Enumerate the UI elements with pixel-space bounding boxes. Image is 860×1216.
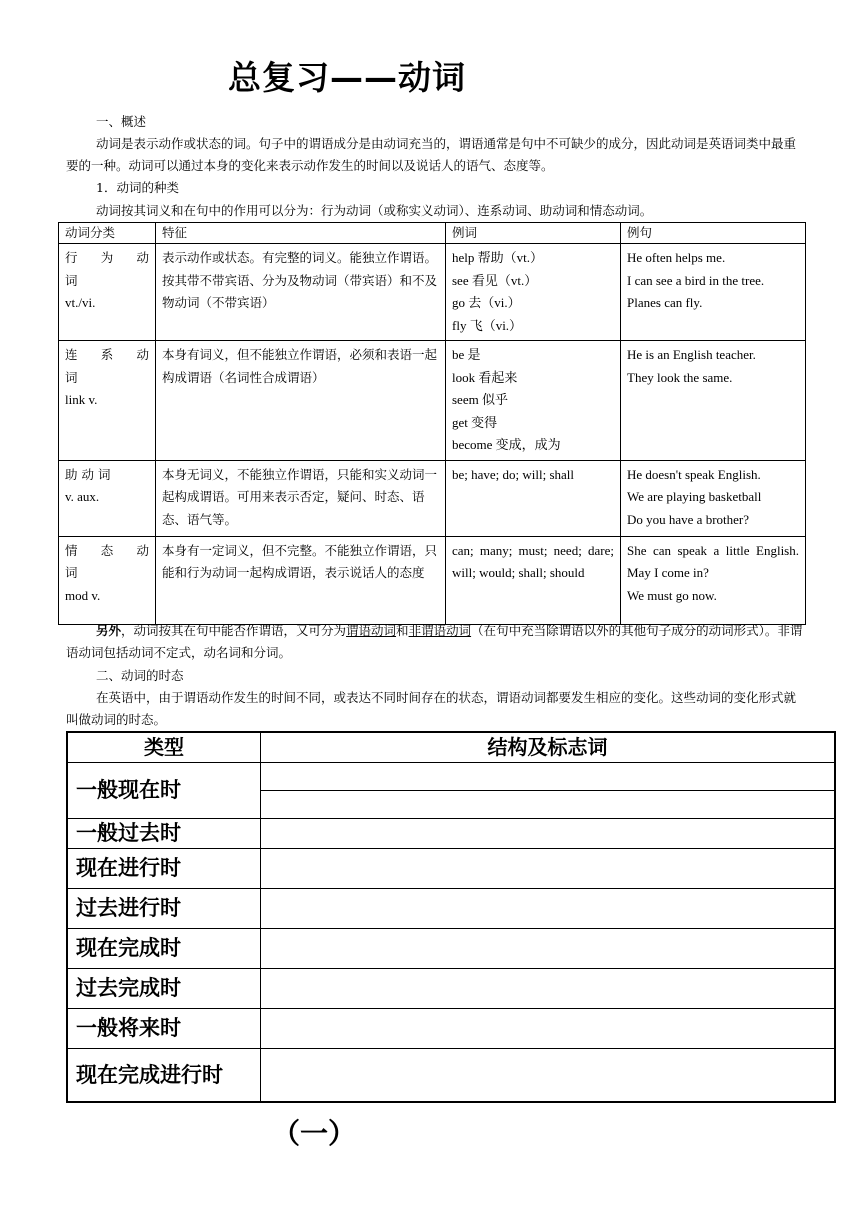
table-row (67, 818, 835, 848)
sentences-cell: He is an English teacher. They look the same. (621, 341, 806, 461)
table-row (67, 928, 835, 968)
structure-cell (261, 968, 836, 1008)
feature-cell: 本身有一定词义，但不完整。不能独立作谓语，只能和行为动词一起构成谓语，表示说话人的态度 (156, 536, 446, 624)
header-structure: 结构及标志词 (261, 732, 836, 762)
category-cell: 行 为 动 词 vt./vi. (59, 244, 156, 341)
table-row (59, 460, 806, 536)
structure-cell (261, 1048, 836, 1102)
verb-type-table (58, 222, 806, 625)
table-row (59, 244, 806, 341)
structure-cell (261, 1008, 836, 1048)
sentences-cell: He doesn't speak English. We are playing basketball Do you have a brother? (621, 460, 806, 536)
header-category: 动词分类 (59, 223, 156, 244)
table-row (67, 888, 835, 928)
section-number: （一） (272, 1117, 357, 1150)
feature-cell: 表示动作或状态。有完整的词义。能独立作谓语。按其带不带宾语、分为及物动词（带宾语）和不及物动词（不带宾语） (156, 244, 446, 341)
term-predicate-verb: 谓语动词 (346, 623, 397, 638)
table-row (67, 1008, 835, 1048)
structure-cell (261, 928, 836, 968)
category-cell: 助 动 词 v. aux. (59, 460, 156, 536)
table-row (67, 1048, 835, 1102)
header-type: 类型 (67, 732, 261, 762)
feature-cell: 本身无词义，不能独立作谓语，只能和实义动词一起构成谓语。可用来表示否定，疑问、时态、语态、语气等。 (156, 460, 446, 536)
structure-cell (261, 762, 836, 790)
types-intro: 动词按其词义和在句中的作用可以分为：行为动词（或称实义动词）、连系动词、助动词和情态动词。 (96, 203, 653, 218)
tense-name: 一般将来时 (67, 1008, 261, 1048)
table-row (67, 968, 835, 1008)
tense-table (66, 731, 836, 1103)
extra-paragraph: 另外，动词按其在句中能否作谓语，又可分为谓语动词和非谓语动词（在句中充当除谓语以外的其他句子成分的动词形式）。非谓语动词包括动词不定式，动名词和分词。 (66, 623, 803, 660)
structure-cell (261, 848, 836, 888)
table-row (67, 848, 835, 888)
examples-cell: be; have; do; will; shall (446, 460, 621, 536)
overview-heading: 一、概述 (96, 114, 147, 129)
overview-text: 动词是表示动作或状态的词。句子中的谓语成分是由动词充当的，谓语通常是句中不可缺少的成分，因此动词是英语词类中最重要的一种。动词可以通过本身的变化来表示动作发生的时间以及说话人的语气、态度等。 (66, 136, 797, 173)
table-row (59, 341, 806, 461)
header-sentences: 例句 (621, 223, 806, 244)
term-nonpredicate-verb: 非谓语动词 (408, 623, 472, 638)
examples-cell: be 是 look 看起来 seem 似乎 get 变得 become 变成，成为 (446, 341, 621, 461)
tense-heading: 二、动词的时态 (96, 668, 184, 683)
table-row (67, 762, 835, 790)
tense-name: 现在完成进行时 (67, 1048, 261, 1102)
sentences-cell: She can speak a little English. May I come in? We must go now. (621, 536, 806, 624)
types-heading: 1．动词的种类 (96, 180, 179, 195)
structure-cell (261, 818, 836, 848)
structure-cell (261, 790, 836, 818)
tense-name: 过去完成时 (67, 968, 261, 1008)
header-examples: 例词 (446, 223, 621, 244)
sentences-cell: He often helps me. I can see a bird in the tree. Planes can fly. (621, 244, 806, 341)
tense-text: 在英语中，由于谓语动作发生的时间不同，或表达不同时间存在的状态，谓语动词都要发生相应的变化。这些动词的变化形式就叫做动词的时态。 (66, 690, 797, 727)
category-cell: 连 系 动 词 link v. (59, 341, 156, 461)
table-row (59, 536, 806, 624)
examples-cell: can; many; must; need; dare; will; would; shall; should (446, 536, 621, 624)
verb-table-header-row (59, 223, 806, 244)
tense-header-row (67, 732, 835, 762)
header-feature: 特征 (156, 223, 446, 244)
tense-name: 现在进行时 (67, 848, 261, 888)
structure-cell (261, 888, 836, 928)
examples-cell: help 帮助（vt.） see 看见（vt.） go 去（vi.） fly 飞（vi.） (446, 244, 621, 341)
category-cell: 情 态 动 词 mod v. (59, 536, 156, 624)
tense-name: 一般过去时 (67, 818, 261, 848)
tense-name: 现在完成时 (67, 928, 261, 968)
feature-cell: 本身有词义，但不能独立作谓语，必须和表语一起构成谓语（名词性合成谓语） (156, 341, 446, 461)
tense-name: 过去进行时 (67, 888, 261, 928)
tense-name: 一般现在时 (67, 762, 261, 818)
page-title: 总复习——动词 (228, 58, 466, 97)
